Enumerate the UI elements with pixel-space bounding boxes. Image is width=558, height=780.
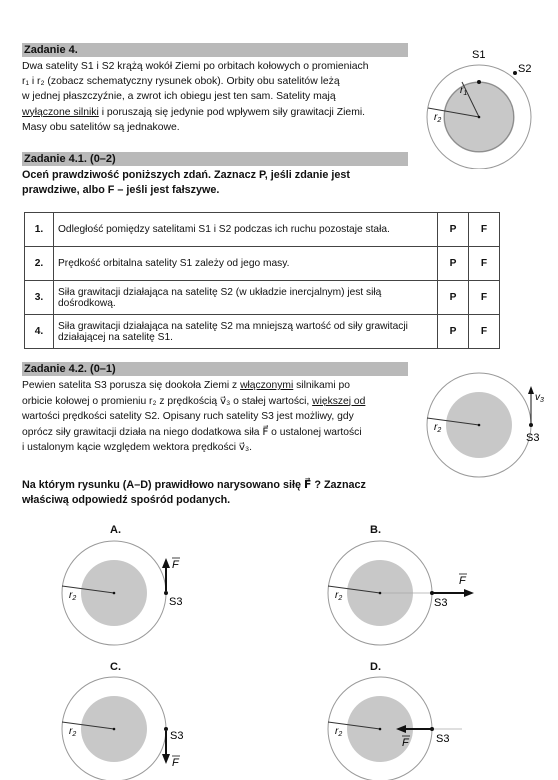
force-label: F — [172, 757, 179, 769]
earth-center — [113, 728, 116, 731]
option-d-figure[interactable] — [322, 672, 492, 780]
task4-orbit-figure — [420, 44, 550, 169]
task42-header: Zadanie 4.2. (0–1) — [22, 362, 408, 376]
task4-line-3: w jednej płaszczyźnie, a zwrot ich obiegu jest ten sam. Satelity mają — [22, 91, 336, 103]
row-number: 2. — [25, 247, 54, 281]
task41-instruction-2: prawdziwe, albo F – jeśli jest fałszywe. — [22, 184, 220, 197]
task42-question — [22, 478, 412, 508]
r2-label: $r_2$ — [335, 590, 343, 602]
option-p[interactable]: P — [438, 315, 469, 349]
row-statement: Siła grawitacji działająca na satelitę S2 ma mniejszą wartość od siły grawitacji działającej na satelitę S1. — [54, 315, 438, 349]
option-c-label[interactable]: C. — [110, 661, 121, 673]
option-p[interactable]: P — [438, 281, 469, 315]
option-c-figure[interactable] — [56, 672, 196, 780]
task41-instruction — [22, 168, 408, 198]
table-row — [25, 247, 500, 281]
v3-label: $v_3$ — [535, 392, 544, 404]
option-b-figure[interactable] — [322, 538, 492, 648]
option-p[interactable]: P — [438, 247, 469, 281]
task4-header: Zadanie 4. — [22, 43, 408, 57]
earth-center — [379, 728, 382, 731]
option-a-label[interactable]: A. — [110, 524, 121, 536]
task42-text — [22, 378, 410, 456]
task42-line-5: i ustalonym kącie względem wektora prędkości v⃗₃. — [22, 442, 253, 454]
s3-label: S3 — [170, 730, 184, 742]
true-false-table — [24, 212, 500, 349]
r2-label: $r_2$ — [335, 726, 343, 738]
s3-dot — [164, 591, 168, 595]
task41-instruction-1: Oceń prawdziwość poniższych zdań. Zaznacz P, jeśli zdanie jest — [22, 169, 351, 181]
r1-label: $r_1$ — [460, 85, 468, 97]
r2-label: $r_2$ — [434, 112, 442, 124]
force-label: F — [402, 737, 409, 749]
task4-line-4-rest: poruszają się jedynie pod wpływem siły grawitacji Ziemi. — [106, 106, 366, 118]
task42-underlined-2: większej od — [312, 395, 366, 407]
s1-label: S1 — [472, 49, 486, 61]
task42-question-2: właściwą odpowiedź spośród podanych. — [22, 494, 231, 507]
force-arrowhead — [162, 754, 170, 764]
v3-arrowhead — [528, 386, 534, 394]
task41-header: Zadanie 4.1. (0–2) — [22, 152, 408, 166]
task4-line-4 — [22, 105, 408, 120]
force-label: F — [172, 559, 179, 571]
s3-label: S3 — [434, 597, 448, 609]
r2-label: $r_2$ — [69, 726, 77, 738]
task42-line-4: oprócz siły grawitacji działa na niego dodatkowa siła F⃗ o ustalonej wartości — [22, 426, 362, 438]
row-statement: Siła grawitacji działająca na satelitę S2 (w układzie inercjalnym) jest siłą dośrodkową. — [54, 281, 438, 315]
task4-text — [22, 59, 408, 135]
s3-dot — [164, 727, 168, 731]
row-number: 3. — [25, 281, 54, 315]
task42-line-2: orbicie kołowej o promieniu r₂ z prędkością v⃗₃ o stałej wartości, większej od — [22, 395, 366, 407]
table-row — [25, 315, 500, 349]
task42-question-1: Na którym rysunku (A–D) prawidłowo narysowano siłę F⃗ ? Zaznacz — [22, 479, 366, 491]
earth-center — [113, 592, 116, 595]
s3-dot — [529, 423, 533, 427]
s2-label: S2 — [518, 63, 532, 75]
s2-dot — [513, 71, 517, 75]
s3-label: S3 — [169, 596, 183, 608]
task4-line-2: r₁ i r₂ (zobacz schematyczny rysunek obok). Orbity obu satelitów leżą — [22, 76, 340, 88]
row-number: 1. — [25, 213, 54, 247]
task42-line-1: Pewien satelita S3 porusza się dookoła Ziemi z włączonymi silnikami po — [22, 380, 350, 391]
option-d-label[interactable]: D. — [370, 661, 381, 673]
earth-center — [478, 116, 481, 119]
task4-line-1: Dwa satelity S1 i S2 krążą wokół Ziemi po orbitach kołowych o promieniach — [22, 61, 369, 72]
force-label: F — [459, 575, 466, 587]
option-f[interactable]: F — [469, 315, 500, 349]
option-f[interactable]: F — [469, 247, 500, 281]
table-row — [25, 281, 500, 315]
earth-center — [478, 424, 481, 427]
r2-label: $r_2$ — [69, 590, 77, 602]
r2-label: $r_2$ — [434, 422, 442, 434]
force-arrowhead — [464, 589, 474, 597]
option-b-label[interactable]: B. — [370, 524, 381, 536]
force-arrowhead — [162, 558, 170, 568]
task42-underlined-1: włączonymi — [240, 380, 294, 391]
row-number: 4. — [25, 315, 54, 349]
table-row — [25, 213, 500, 247]
s3-label: S3 — [436, 733, 450, 745]
row-statement: Odległość pomiędzy satelitami S1 i S2 podczas ich ruchu pozostaje stała. — [54, 213, 438, 247]
s3-label: S3 — [526, 432, 540, 444]
option-p[interactable]: P — [438, 213, 469, 247]
task42-orbit-figure — [422, 370, 552, 480]
earth-center — [379, 592, 382, 595]
task42-line-3: wartości prędkości satelity S2. Opisany ruch satelity S3 jest możliwy, gdy — [22, 411, 354, 423]
task4-line-5: Masy obu satelitów są jednakowe. — [22, 121, 180, 133]
option-a-figure[interactable] — [56, 538, 196, 648]
row-statement: Prędkość orbitalna satelity S1 zależy od jego masy. — [54, 247, 438, 281]
task4-underlined-after: i — [98, 106, 107, 118]
option-f[interactable]: F — [469, 281, 500, 315]
s1-dot — [477, 80, 481, 84]
task4-underlined: wyłączone silniki — [22, 106, 99, 118]
option-f[interactable]: F — [469, 213, 500, 247]
